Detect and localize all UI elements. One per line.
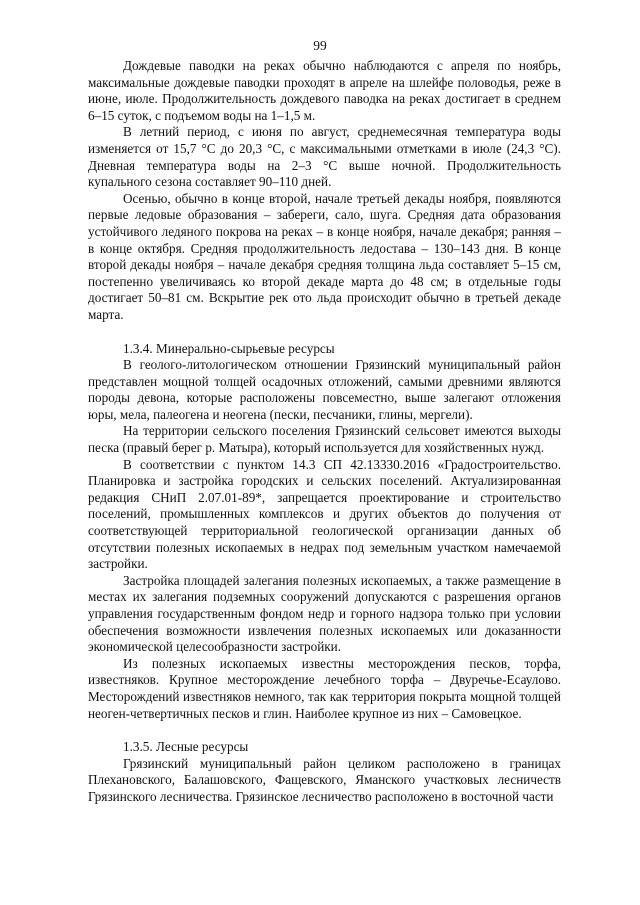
paragraph: В летний период, с июня по август, среднемесячная температура воды изменяется от 15,7 °С до 20,3 °С, с максимальными отметками в июле (24,3 °С). Дневная температура воды на 2–3 °С выше ночной. Продолжительность купального сезона составляет 90–110 дней. [88,124,561,190]
paragraph: Из полезных ископаемых известны месторождения песков, торфа, известняков. Крупное месторождение лечебного торфа – Двуречье-Есаулово. Месторождений известняков немного, так как территория покрыта мощной толщей неоген-четвертичных песков и глин. Наиболее крупное из них – Самовецкое. [88,655,561,721]
page-number: 99 [313,38,327,53]
paragraph: Осенью, обычно в конце второй, начале третьей декады ноября, появляются первые ледовые образования – забереги, сало, шуга. Средняя дата образования устойчивого ледяного покрова на реках – в конце ноября, начале декабря; ранняя – в конце октября. Средняя продолжительность ледостава – 130–143 дня. В конце второй декады ноября – начале декабря средняя толщина льда составляет 5–15 см, постепенно увеличиваясь ко второй декаде марта до 48 см; в отдельные годы достигает 50–81 см. Вскрытие рек ото льда происходит обычно в третьей декаде марта. [88,190,561,322]
section-heading-forest: 1.3.5. Лесные ресурсы [123,739,249,755]
paragraph: Грязинский муниципальный район целиком расположено в границах Плехановского, Балашовского, Фащевского, Яманского участковых лесничеств Грязинского лесничества. Грязинское лесничество расположено в восточной части [88,755,561,804]
paragraph: На территории сельского поселения Грязинский сельсовет имеются выходы песка (правый берег р. Матыра), который используется для хозяйственных нужд. [88,423,561,456]
paragraph: В соответствии с пунктом 14.3 СП 42.13330.2016 «Градостроительство. Планировка и застройка городских и сельских поселений. Актуализированная редакция СНиП 2.07.01-89*, запрещается проектирование и строительство поселений, промышленных комплексов и других объектов до получения от соответствующей территориальной геологической организации данных об отсутствии полезных ископаемых в недрах под земельным участком намечаемой застройки. [88,456,561,572]
paragraph: Дождевые паводки на реках обычно наблюдаются с апреля по ноябрь, максимальные дождевые паводки проходят в апреле на шлейфе половодья, реже в июне, июле. Продолжительность дождевого паводка на реках достигает в среднем 6–15 суток, с подъемом воды на 1–1,5 м. [88,58,561,123]
document-body [88,58,561,806]
paragraph: Застройка площадей залегания полезных ископаемых, а также размещение в местах их залегания подземных сооружений допускаются с разрешения органов управления государственным фондом недр и горного надзора только при условии обеспечения возможности извлечения полезных ископаемых или доказанности экономической целесообразности застройки. [88,572,561,655]
paragraph: В геолого-литологическом отношении Грязинский муниципальный район представлен мощной толщей осадочных отложений, самыми древними являются породы девона, которые расположены повсеместно, выше залегают отложения юры, мела, палеогена и неогена (пески, песчаники, глины, мергели). [88,357,561,422]
section-spacer [88,722,561,739]
section-spacer [88,324,561,341]
section-heading-mineral: 1.3.4. Минерально-сырьевые ресурсы [123,340,335,356]
